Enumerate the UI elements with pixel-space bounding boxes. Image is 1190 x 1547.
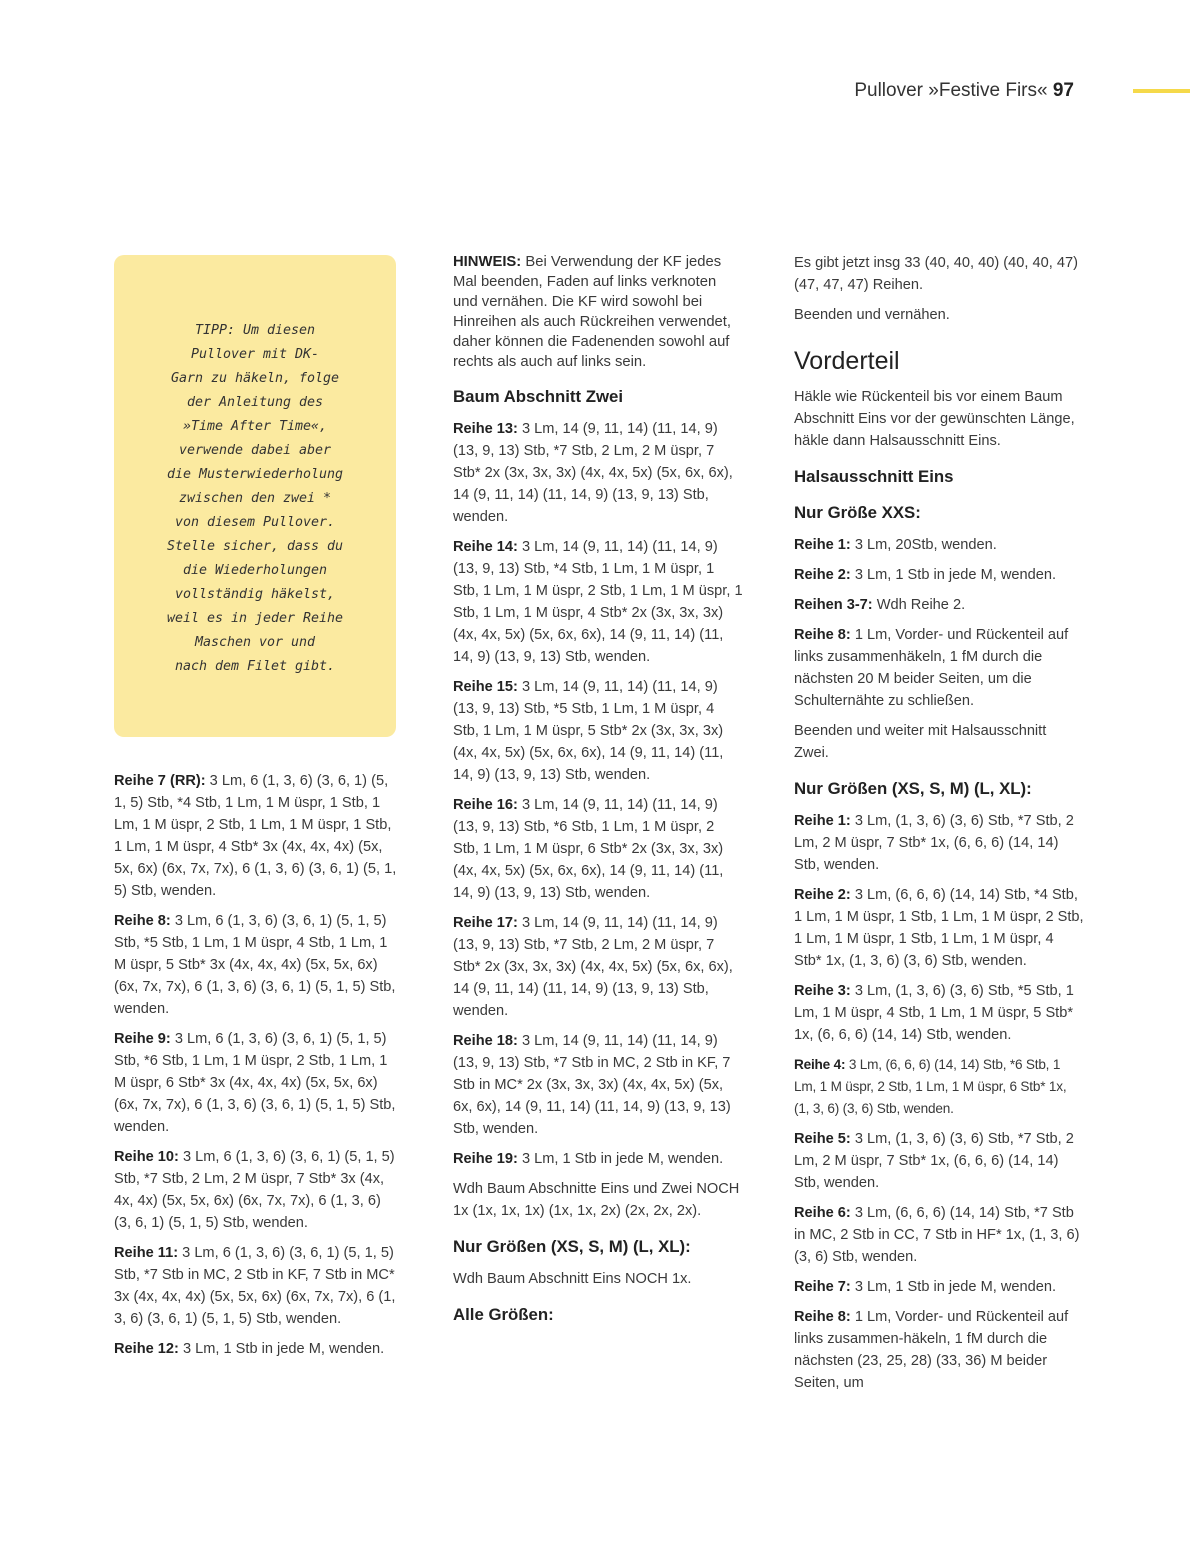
sizes-title: Nur Größen (XS, S, M) (L, XL): — [453, 1237, 691, 1256]
row-text: 3 Lm, 1 Stb in jede M, wenden. — [850, 567, 1057, 583]
sizes-title: Nur Größen (XS, S, M) (L, XL): — [794, 779, 1032, 798]
accent-bar — [1133, 89, 1190, 93]
row-label: Reihe 5: — [794, 1131, 851, 1147]
pattern-row — [114, 1338, 400, 1360]
tip-line: zwischen den zwei * — [178, 491, 332, 506]
row-label: Reihe 10: — [114, 1149, 179, 1165]
row-text: 3 Lm, (6, 6, 6) (14, 14) Stb, *6 Stb, 1 Lm, 1 M üspr, 2 Stb, 1 Lm, 1 M üspr, 6 Stb* 1x, (1, 3, 6) (3, 6) Stb, wenden. — [794, 1057, 1067, 1116]
column-right — [794, 252, 1084, 1402]
tip-line: der Anleitung des — [186, 395, 324, 410]
all-sizes-title: Alle Größen: — [453, 1305, 554, 1324]
row-label: Reihe 13: — [453, 421, 518, 437]
column-left — [114, 770, 400, 1368]
row-text: 1 Lm, Vorder- und Rückenteil auf links zusammen-häkeln, 1 fM durch die nächsten (23, 25, 28) (33, 36) M beider Seiten, um — [794, 1309, 1069, 1391]
tip-line: von diesem Pullover. — [174, 515, 336, 530]
tip-line: TIPP: Um diesen — [194, 323, 316, 338]
row-text: 3 Lm, 14 (9, 11, 14) (11, 14, 9) (13, 9, 13) Stb, *7 Stb in MC, 2 Stb in KF, 7 Stb in MC* 2x (3x, 3x, 3x) (4x, 4x, 5x) (5x, 6x, 6x), 14 (9, 11, 14) (11, 14, 9) (13, 9, 13) Stb, wenden. — [453, 1033, 731, 1137]
row-text: Wdh Reihe 2. — [872, 597, 966, 613]
sizes-instruction: Wdh Baum Abschnitt Eins NOCH 1x. — [453, 1271, 692, 1287]
header-title: Pullover »Festive Firs« — [854, 80, 1048, 101]
tip-line: weil es in jeder Reihe — [166, 611, 344, 626]
row-label: Reihe 2: — [794, 567, 851, 583]
tip-box — [114, 255, 396, 737]
row-label: Reihen 3-7: — [794, 597, 873, 613]
row-text: 3 Lm, (1, 3, 6) (3, 6) Stb, *5 Stb, 1 Lm, 1 M üspr, 4 Stb, 1 Lm, 1 M üspr, 5 Stb* 1x, (6, 6, 6) (14, 14) Stb, wenden. — [794, 983, 1074, 1043]
row-text: 1 Lm, Vorder- und Rückenteil auf links zusammenhäkeln, 1 fM durch die nächsten 20 M beider Seiten, um die Schulternähte zu schließen. — [794, 627, 1069, 709]
row-label: Reihe 1: — [794, 537, 851, 553]
note-label: HINWEIS: — [453, 254, 522, 270]
row-label: Reihe 15: — [453, 679, 518, 695]
pattern-row — [794, 594, 1084, 616]
section-heading: Vorderteil — [794, 347, 900, 375]
pattern-row — [453, 1030, 743, 1140]
tip-line: Garn zu häkeln, folge — [170, 371, 340, 386]
row-label: Reihe 6: — [794, 1205, 851, 1221]
row-text: 3 Lm, (1, 3, 6) (3, 6) Stb, *7 Stb, 2 Lm, 2 M üspr, 7 Stb* 1x, (6, 6, 6) (14, 14) Stb, wenden. — [794, 1131, 1074, 1191]
row-label: Reihe 17: — [453, 915, 518, 931]
row-text: 3 Lm, 20Stb, wenden. — [850, 537, 997, 553]
pattern-row — [114, 1028, 400, 1138]
row-text: 3 Lm, 6 (1, 3, 6) (3, 6, 1) (5, 1, 5) Stb, *7 Stb, 2 Lm, 2 M üspr, 7 Stb* 3x (4x, 4x, 4x) (5x, 5x, 6x) (6x, 7x, 7x), 6 (1, 3, 6) (3, 6, 1) (5, 1, 5) Stb, wenden. — [114, 1149, 395, 1231]
row-label: Reihe 1: — [794, 813, 851, 829]
tip-line: die Wiederholungen — [182, 563, 328, 578]
pattern-row — [453, 536, 743, 668]
pattern-row — [453, 676, 743, 786]
row-label: Reihe 7: — [794, 1279, 851, 1295]
column-middle — [453, 252, 743, 1336]
xxs-title: Nur Größe XXS: — [794, 503, 921, 522]
tip-line: Maschen vor und — [194, 635, 316, 650]
row-label: Reihe 8: — [794, 627, 851, 643]
pattern-row — [794, 1306, 1084, 1394]
page-number: 97 — [1052, 80, 1074, 101]
row-text: 3 Lm, 6 (1, 3, 6) (3, 6, 1) (5, 1, 5) Stb, *5 Stb, 1 Lm, 1 M üspr, 4 Stb, 1 Lm, 1 M üspr, 5 Stb* 3x (4x, 4x, 4x) (5x, 5x, 6x) (6x, 7x, 7x), 6 (1, 3, 6) (3, 6, 1) (5, 1, 5) Stb, wenden. — [114, 913, 396, 1017]
tip-line: nach dem Filet gibt. — [174, 659, 336, 674]
intro-paragraph: Es gibt jetzt insg 33 (40, 40, 40) (40, 40, 47) (47, 47, 47) Reihen. — [794, 255, 1078, 293]
pattern-row — [453, 1148, 743, 1170]
row-text: 3 Lm, 14 (9, 11, 14) (11, 14, 9) (13, 9, 13) Stb, *5 Stb, 1 Lm, 1 M üspr, 4 Stb, 1 Lm, 1 M üspr, 5 Stb* 2x (3x, 3x, 3x) (4x, 4x, 5x) (5x, 6x, 6x), 14 (9, 11, 14) (11, 14, 9) (13, 9, 13) Stb, wenden. — [453, 679, 724, 783]
row-text: 3 Lm, 6 (1, 3, 6) (3, 6, 1) (5, 1, 5) Stb, *4 Stb, 1 Lm, 1 M üspr, 1 Stb, 1 Lm, 1 M üspr, 2 Stb, 1 Lm, 1 M üspr, 1 Stb, 1 Lm, 1 M üspr, 4 Stb* 3x (4x, 4x, 4x) (5x, 5x, 6x) (6x, 7x, 7x), 6 (1, 3, 6) (3, 6, 1) (5, 1, 5) Stb, wenden. — [114, 773, 397, 899]
finish-paragraph: Beenden und vernähen. — [794, 307, 950, 323]
pattern-row — [794, 884, 1084, 972]
note-paragraph — [453, 252, 743, 372]
pattern-row — [114, 770, 400, 902]
pattern-row — [794, 980, 1084, 1046]
section-title: Baum Abschnitt Zwei — [453, 387, 623, 406]
repeat-instruction: Wdh Baum Abschnitte Eins und Zwei NOCH 1x (1x, 1x, 1x) (1x, 1x, 2x) (2x, 2x, 2x). — [453, 1181, 740, 1219]
pattern-row — [794, 1128, 1084, 1194]
note-text: Bei Verwendung der KF jedes Mal beenden, Faden auf links verknoten und vernähen. Die KF wird sowohl bei Hinreihen als auch Rückreihen verwendet, daher können die Fadenenden sowohl auf rechts als auch auf links sein. — [453, 254, 732, 370]
row-label: Reihe 8: — [794, 1309, 851, 1325]
row-text: 3 Lm, (1, 3, 6) (3, 6) Stb, *7 Stb, 2 Lm, 2 M üspr, 7 Stb* 1x, (6, 6, 6) (14, 14) Stb, wenden. — [794, 813, 1074, 873]
pattern-row — [794, 1202, 1084, 1268]
pattern-row — [114, 910, 400, 1020]
pattern-row — [794, 564, 1084, 586]
row-text: 3 Lm, 1 Stb in jede M, wenden. — [178, 1341, 385, 1357]
row-text: 3 Lm, (6, 6, 6) (14, 14) Stb, *4 Stb, 1 Lm, 1 M üspr, 1 Stb, 1 Lm, 1 M üspr, 2 Stb, 1 Lm, 1 M üspr, 1 Stb, 1 Lm, 1 M üspr, 4 Stb* 1x, (1, 3, 6) (3, 6) Stb, wenden. — [794, 887, 1084, 969]
row-label: Reihe 3: — [794, 983, 851, 999]
row-label: Reihe 9: — [114, 1031, 171, 1047]
pattern-row — [794, 1054, 1084, 1120]
tip-line: Stelle sicher, dass du — [166, 539, 344, 554]
row-label: Reihe 11: — [114, 1245, 179, 1261]
row-text: 3 Lm, 6 (1, 3, 6) (3, 6, 1) (5, 1, 5) Stb, *6 Stb, 1 Lm, 1 M üspr, 2 Stb, 1 Lm, 1 M üspr, 6 Stb* 3x (4x, 4x, 4x) (5x, 5x, 6x) (6x, 7x, 7x), 6 (1, 3, 6) (3, 6, 1) (5, 1, 5) Stb, wenden. — [114, 1031, 396, 1135]
pattern-row — [453, 912, 743, 1022]
row-label: Reihe 12: — [114, 1341, 179, 1357]
tip-line: vollständig häkelst, — [174, 587, 336, 602]
row-text: 3 Lm, (6, 6, 6) (14, 14) Stb, *7 Stb in MC, 2 Stb in CC, 7 Stb in HF* 1x, (1, 3, 6) (3, 6) Stb, wenden. — [794, 1205, 1080, 1265]
row-text: 3 Lm, 1 Stb in jede M, wenden. — [517, 1151, 724, 1167]
row-label: Reihe 7 (RR): — [114, 773, 206, 789]
row-text: 3 Lm, 14 (9, 11, 14) (11, 14, 9) (13, 9, 13) Stb, *4 Stb, 1 Lm, 1 M üspr, 1 Stb, 1 Lm, 1 M üspr, 2 Stb, 1 Lm, 1 M üspr, 1 Stb, 1 Lm, 1 M üspr, 4 Stb* 2x (3x, 3x, 3x) (4x, 4x, 5x) (5x, 6x, 6x), 14 (9, 11, 14) (11, 14, 9) (13, 9, 13) Stb, wenden. — [453, 539, 743, 665]
row-label: Reihe 4: — [794, 1057, 846, 1072]
continue-paragraph: Beenden und weiter mit Halsausschnitt Zwei. — [794, 723, 1047, 761]
pattern-row — [794, 534, 1084, 556]
row-text: 3 Lm, 14 (9, 11, 14) (11, 14, 9) (13, 9, 13) Stb, *6 Stb, 1 Lm, 1 M üspr, 2 Stb, 1 Lm, 1 M üspr, 6 Stb* 2x (3x, 3x, 3x) (4x, 4x, 5x) (5x, 6x, 6x), 14 (9, 11, 14) (11, 14, 9) (13, 9, 13) Stb, wenden. — [453, 797, 724, 901]
row-text: 3 Lm, 14 (9, 11, 14) (11, 14, 9) (13, 9, 13) Stb, *7 Stb, 2 Lm, 2 M üspr, 7 Stb* 2x (3x, 3x, 3x) (4x, 4x, 5x) (5x, 6x, 6x), 14 (9, 11, 14) (11, 14, 9) (13, 9, 13) Stb, wenden. — [453, 915, 733, 1019]
row-label: Reihe 19: — [453, 1151, 518, 1167]
tip-line: »Time After Time«, — [182, 419, 328, 434]
pattern-row — [114, 1146, 400, 1234]
pattern-row — [794, 624, 1084, 712]
page-header — [854, 80, 1074, 102]
pattern-row — [453, 794, 743, 904]
row-text: 3 Lm, 14 (9, 11, 14) (11, 14, 9) (13, 9, 13) Stb, *7 Stb, 2 Lm, 2 M üspr, 7 Stb* 2x (3x, 3x, 3x) (4x, 4x, 5x) (5x, 6x, 6x), 14 (9, 11, 14) (11, 14, 9) (13, 9, 13) Stb, wenden. — [453, 421, 733, 525]
row-label: Reihe 14: — [453, 539, 518, 555]
row-label: Reihe 18: — [453, 1033, 518, 1049]
tip-line: Pullover mit DK- — [190, 347, 320, 362]
tip-line: die Musterwiederholung — [166, 467, 344, 482]
row-label: Reihe 8: — [114, 913, 171, 929]
row-label: Reihe 16: — [453, 797, 518, 813]
heading-paragraph: Häkle wie Rückenteil bis vor einem Baum Abschnitt Eins vor der gewünschten Länge, häkle dann Halsausschnitt Eins. — [794, 389, 1075, 449]
pattern-row — [794, 810, 1084, 876]
pattern-row — [794, 1276, 1084, 1298]
pattern-row — [114, 1242, 400, 1330]
pattern-row — [453, 418, 743, 528]
tip-line: verwende dabei aber — [178, 443, 332, 458]
row-text: 3 Lm, 6 (1, 3, 6) (3, 6, 1) (5, 1, 5) Stb, *7 Stb in MC, 2 Stb in KF, 7 Stb in MC* 3x (4x, 4x, 4x) (5x, 5x, 6x) (6x, 7x, 7x), 6 (1, 3, 6) (3, 6, 1) (5, 1, 5) Stb, wenden. — [114, 1245, 396, 1327]
neck-title: Halsausschnitt Eins — [794, 467, 954, 486]
row-label: Reihe 2: — [794, 887, 851, 903]
row-text: 3 Lm, 1 Stb in jede M, wenden. — [850, 1279, 1057, 1295]
